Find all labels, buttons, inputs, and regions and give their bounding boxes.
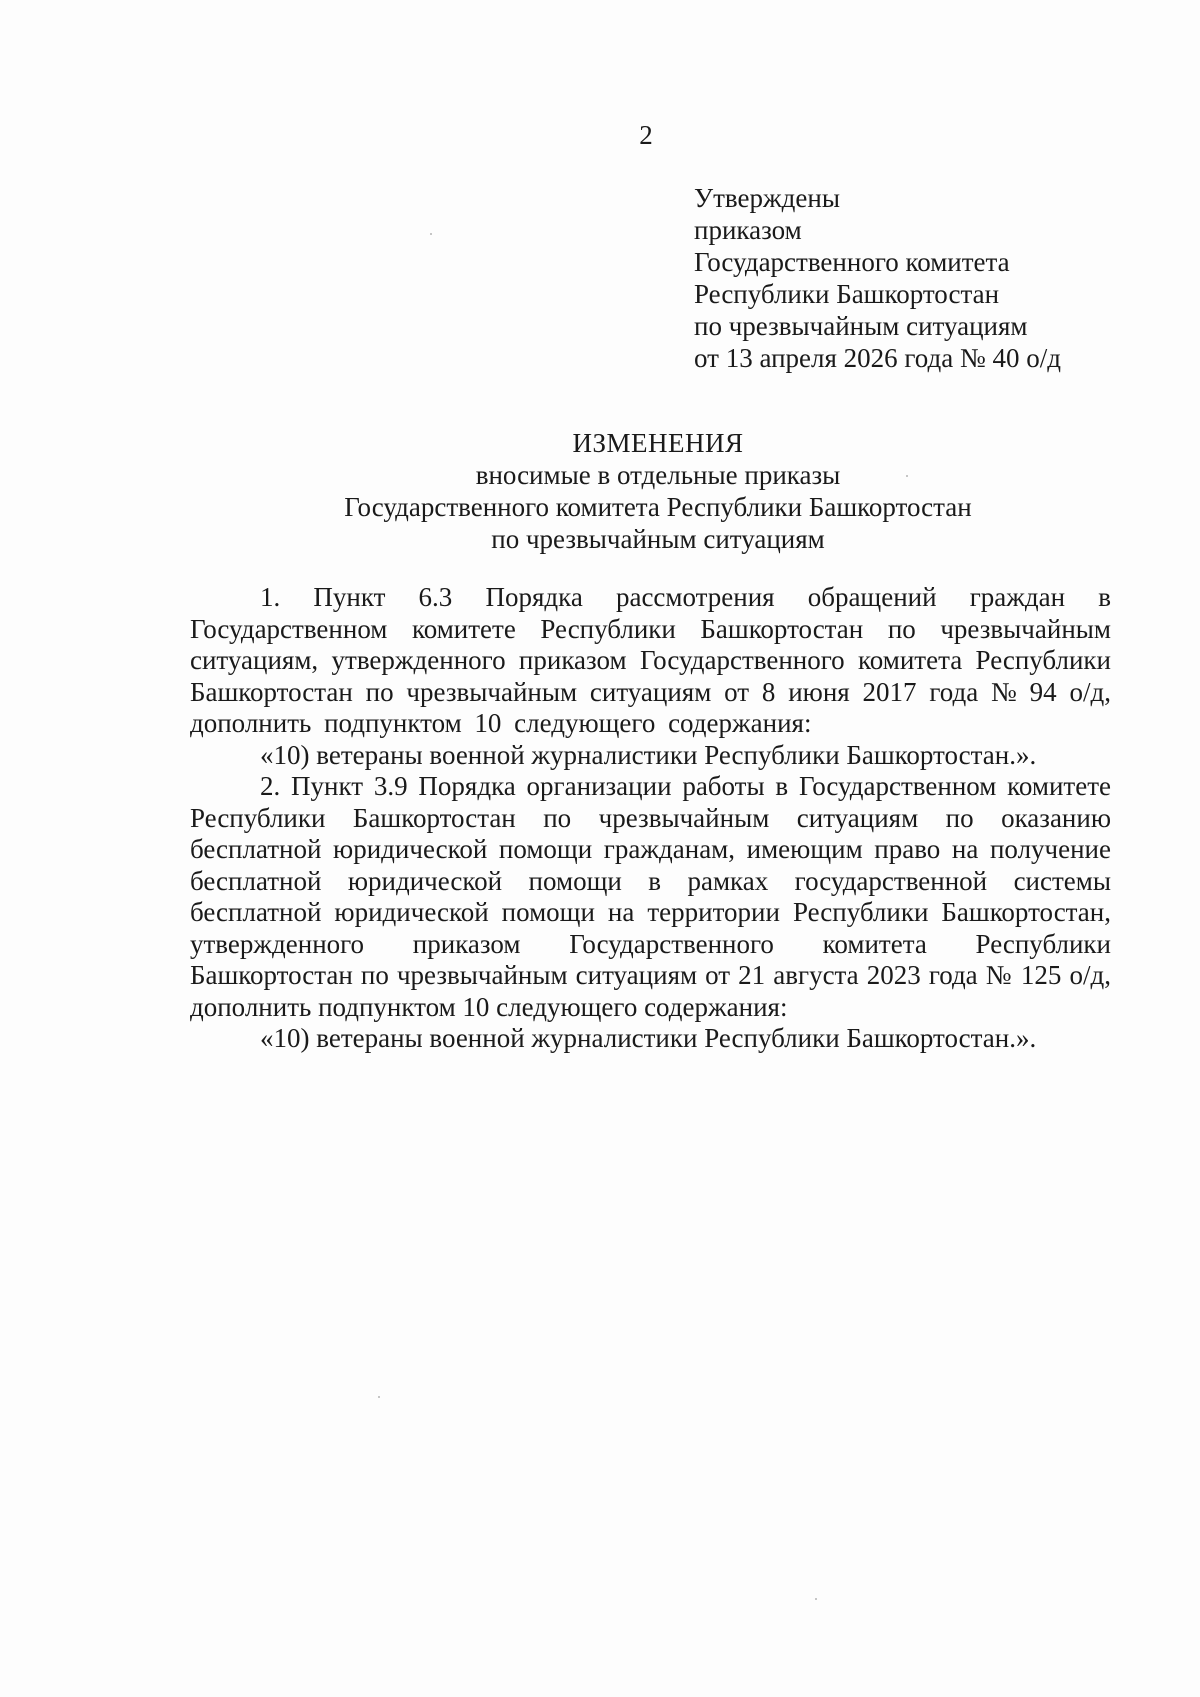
approval-line: по чрезвычайным ситуациям (694, 311, 1028, 341)
scan-speck (378, 1396, 380, 1398)
heading-line: вносимые в отдельные приказы (475, 460, 841, 490)
scan-speck (815, 1598, 817, 1600)
document-title: ИЗМЕНЕНИЯ (572, 428, 744, 458)
heading-line: Государственного комитета Республики Башкортостан (344, 492, 972, 522)
body-paragraph-2: 2. Пункт 3.9 Порядка организации работы в Государственном комитете Республики Башкортостан по чрезвычайным ситуациям по оказанию бесплатной юридической помощи гражданам, имеющим право на получение бесплатной юридической помощи в рамках государственной системы бесплатной юридической помощи на территории Республики Башкортостан, утвержденного приказом Государственного комитета Республики Башкортостан по чрезвычайным ситуациям от 21 августа 2023 года № 125 о/д, дополнить подпунктом 10 следующего содержания: (190, 771, 1111, 1022)
approval-line: Республики Башкортостан (694, 279, 1000, 309)
approval-line: приказом (694, 215, 802, 245)
approval-line: от 13 апреля 2026 года № 40 о/д (694, 343, 1061, 373)
approval-line: Утверждены (694, 183, 840, 213)
body-paragraph-1: 1. Пункт 6.3 Порядка рассмотрения обращений граждан в Государственном комитете Республики Башкортостан по чрезвычайным ситуациям, утвержденного приказом Государственного комитета Республики Башкортостан по чрезвычайным ситуациям от 8 июня 2017 года № 94 о/д, дополнить подпунктом 10 следующего содержания: (190, 582, 1111, 738)
body-quote-2: «10) ветераны военной журналистики Республики Башкортостан.». (260, 1023, 1037, 1053)
body-quote-1: «10) ветераны военной журналистики Республики Башкортостан.». (260, 739, 1037, 770)
document-body (190, 582, 1111, 1055)
document-heading (190, 427, 1126, 555)
scan-speck (906, 475, 908, 477)
scan-speck (430, 233, 432, 235)
approval-line: Государственного комитета (694, 247, 1010, 277)
approval-block (694, 182, 1061, 374)
page-number: 2 (639, 120, 653, 150)
heading-line: по чрезвычайным ситуациям (491, 524, 825, 554)
